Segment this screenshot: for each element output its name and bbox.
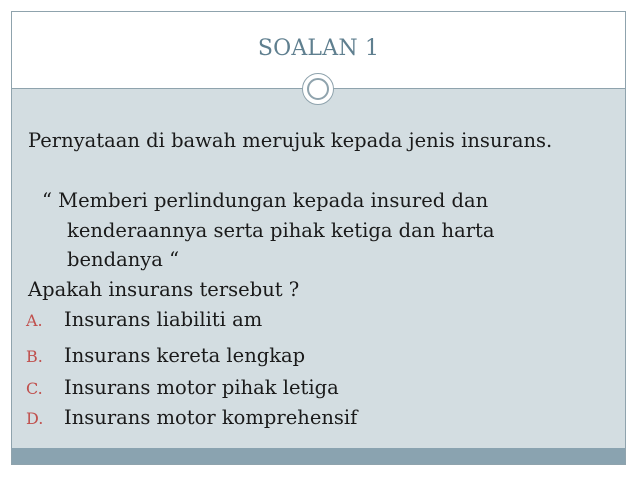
option-text: Insurans liabiliti am	[64, 308, 263, 331]
slide-frame	[11, 11, 626, 465]
option-d	[26, 408, 357, 428]
footer-band	[12, 448, 625, 464]
option-c	[26, 378, 339, 398]
slide-title: SOALAN 1	[257, 36, 380, 61]
option-letter: A.	[26, 311, 43, 330]
option-letter: C.	[26, 379, 43, 398]
question-text: Apakah insurans tersebut ?	[28, 278, 300, 301]
option-a	[26, 310, 262, 330]
option-text: Insurans motor pihak letiga	[64, 376, 339, 399]
statement-text: Pernyataan di bawah merujuk kepada jenis insurans.	[28, 129, 553, 152]
option-text: Insurans motor komprehensif	[64, 406, 358, 429]
quote-line-1: “ Memberi perlindungan kepada insured dan	[42, 189, 489, 212]
circle-ornament-icon	[302, 73, 334, 105]
quote-line-2: kenderaannya serta pihak ketiga dan harta	[67, 219, 495, 242]
inner-circle	[307, 78, 329, 100]
option-text: Insurans kereta lengkap	[64, 344, 306, 367]
content-area	[12, 89, 625, 448]
option-letter: B.	[26, 347, 43, 366]
option-letter: D.	[26, 409, 44, 428]
option-b	[26, 346, 305, 366]
quote-line-3: bendanya “	[67, 248, 180, 271]
